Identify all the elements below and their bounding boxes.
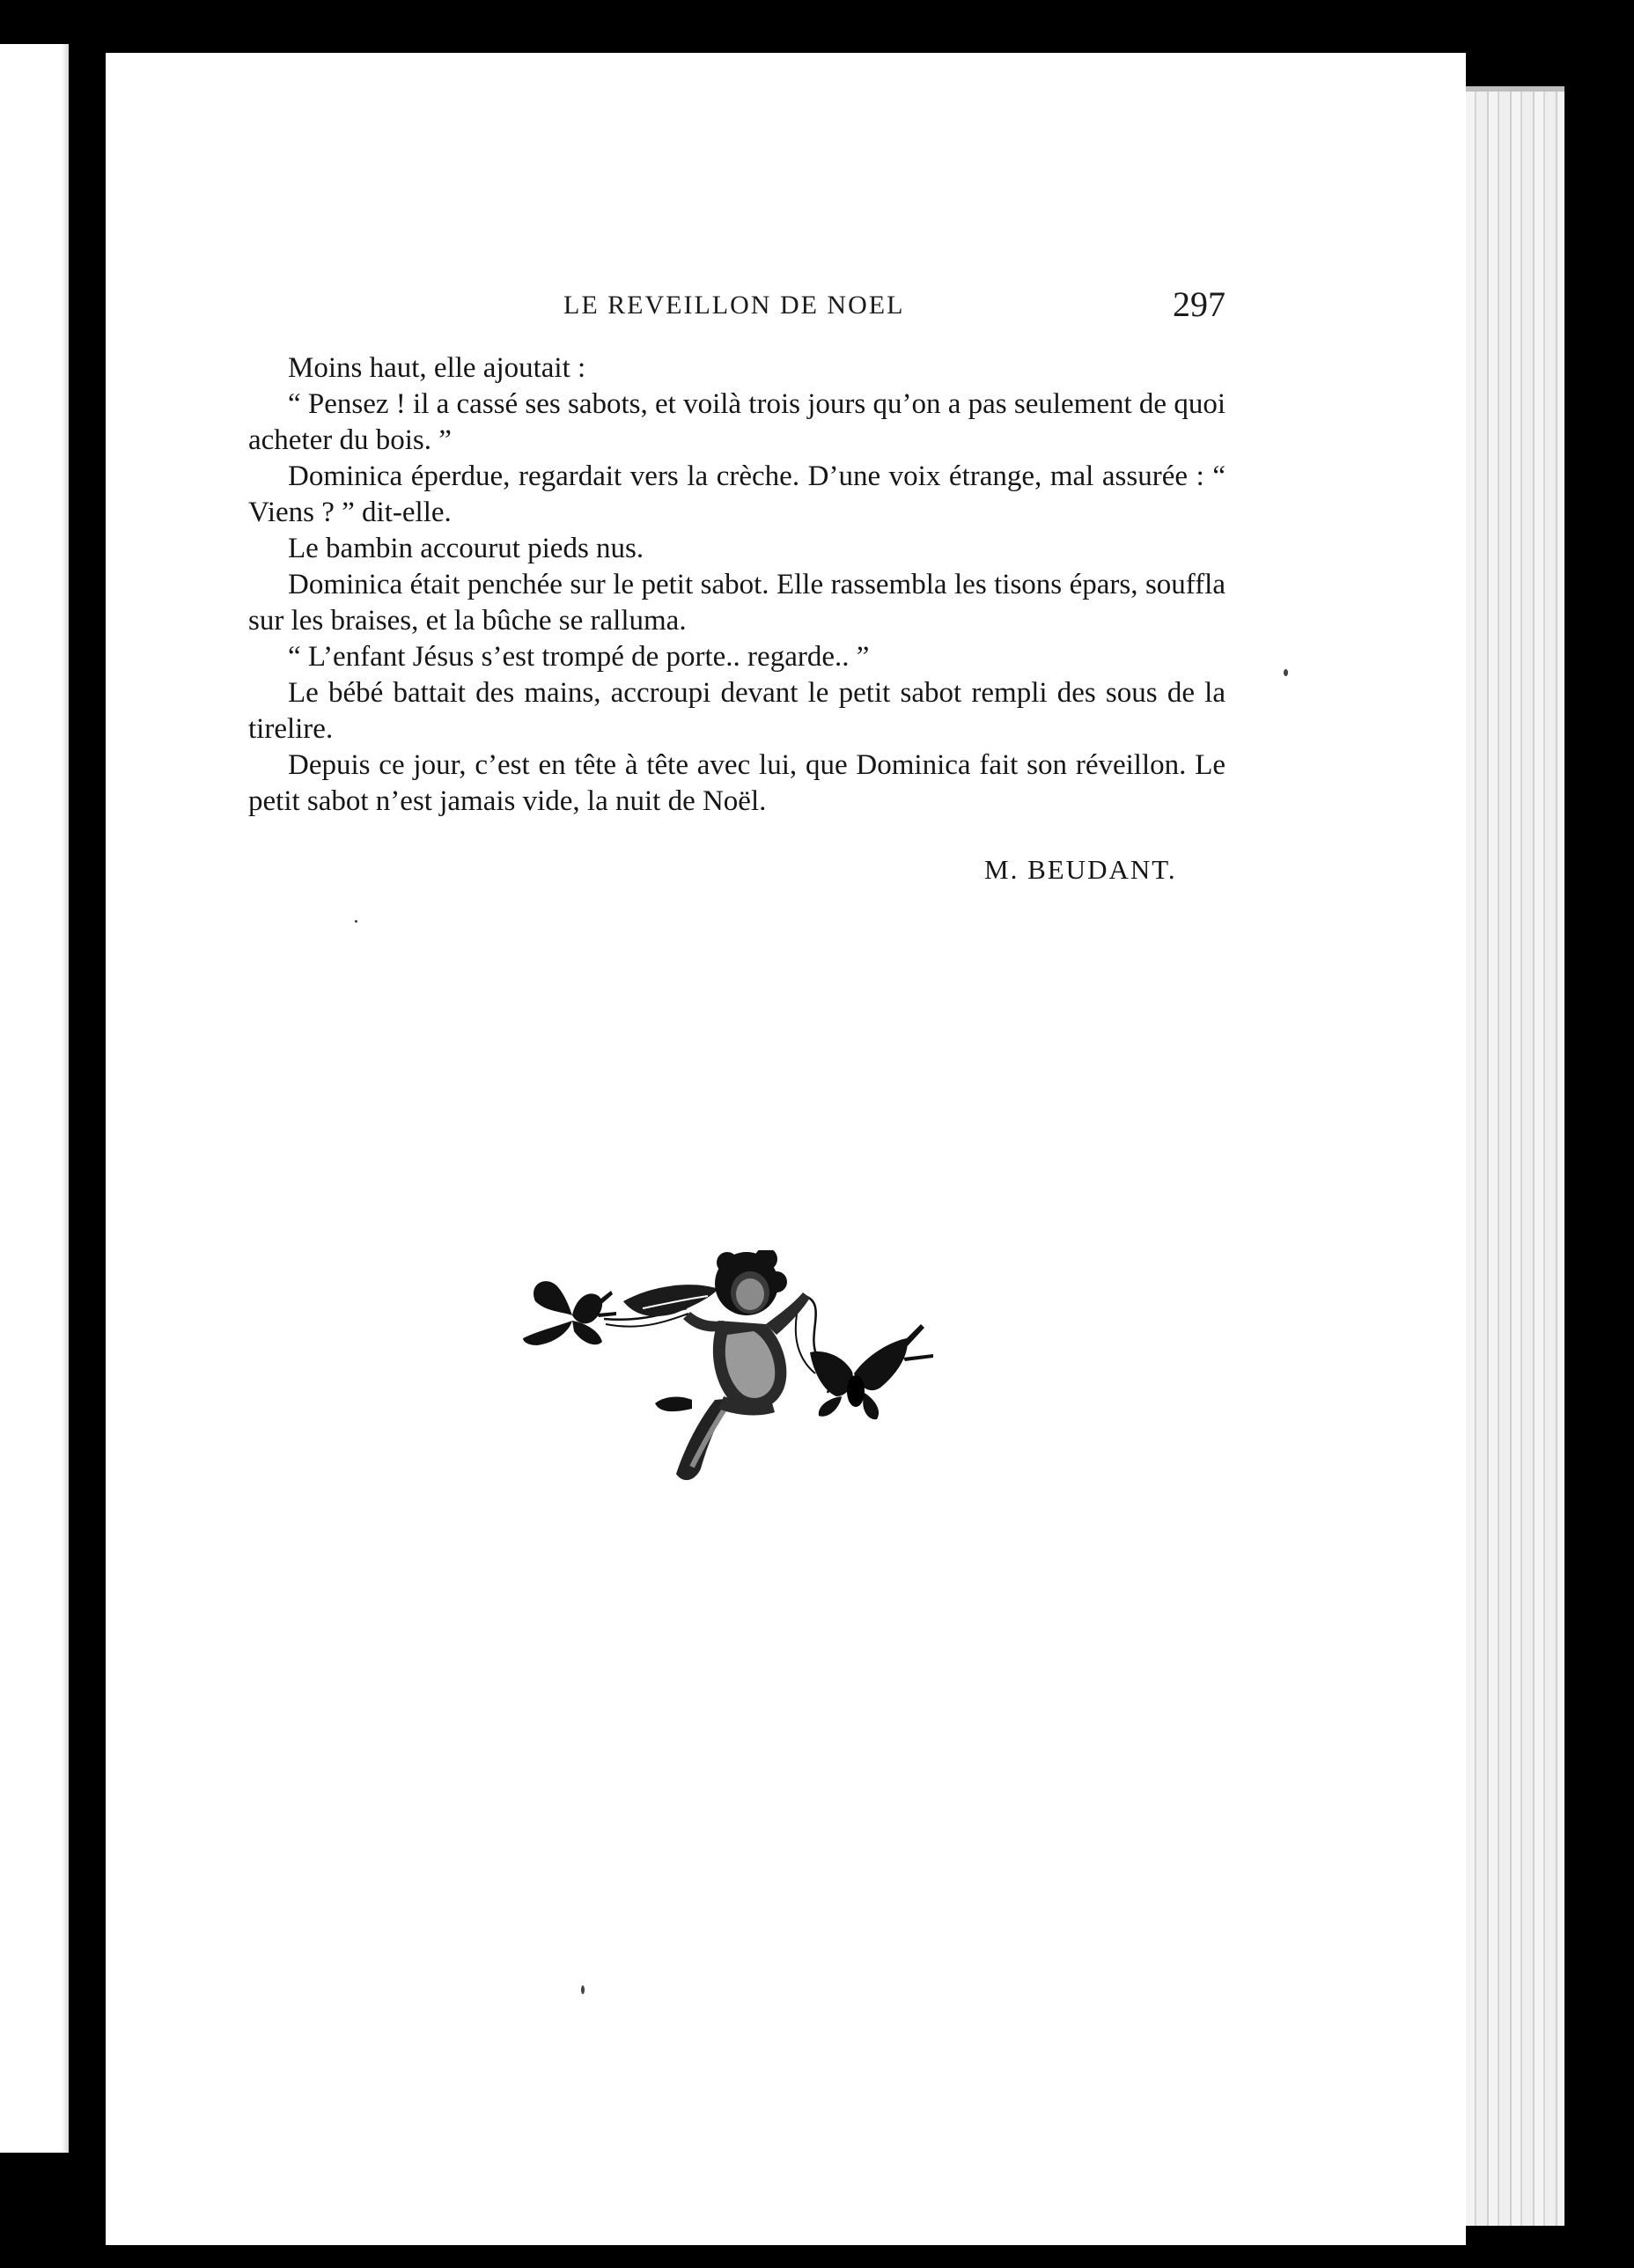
right-butterfly-icon: [810, 1324, 933, 1419]
body-text: [248, 350, 1226, 820]
scan-speck: [581, 1985, 585, 1994]
cherub-with-butterflies-icon: [519, 1250, 951, 1541]
paragraph: Le bébé battait des mains, accroupi devant le petit sabot rempli des sous de la tirelire.: [248, 677, 1226, 745]
author-signature: M. BEUDANT.: [984, 854, 1177, 885]
cherub-wing-icon: [623, 1285, 718, 1316]
page-stack-edges: [1466, 86, 1564, 2226]
paragraph: “ Pensez ! il a cassé ses sabots, et voilà trois jours qu’on a pas seulement de quoi acheter du bois. ”: [248, 388, 1226, 456]
paragraph: Dominica éperdue, regardait vers la crèche. D’une voix étrange, mal assurée : “ Viens ? ” dit-elle.: [248, 460, 1226, 528]
page-stack-top-edge: [1466, 86, 1564, 92]
paragraph: Moins haut, elle ajoutait :: [288, 352, 586, 384]
page-number: 297: [1173, 284, 1226, 324]
paragraph: Le bambin accourut pieds nus.: [288, 533, 644, 564]
left-butterfly-icon: [523, 1281, 616, 1345]
scan-speck: [355, 920, 357, 923]
paragraph: Depuis ce jour, c’est en tête à tête avec lui, que Dominica fait son réveillon. Le petit sabot n’est jamais vide, la nuit de Noël.: [248, 749, 1226, 817]
running-title: LE REVEILLON DE NOEL: [563, 291, 905, 320]
cherub-figure-icon: [655, 1250, 810, 1480]
previous-page-edge: [0, 44, 69, 2153]
previous-page-shadow: [62, 44, 69, 2153]
paragraph: Dominica était penchée sur le petit sabot. Elle rassembla les tisons épars, souffla sur les braises, et la bûche se ralluma.: [248, 569, 1226, 637]
scan-speck: [1284, 669, 1288, 676]
paragraph: “ L’enfant Jésus s’est trompé de porte.. regarde.. ”: [288, 641, 870, 673]
